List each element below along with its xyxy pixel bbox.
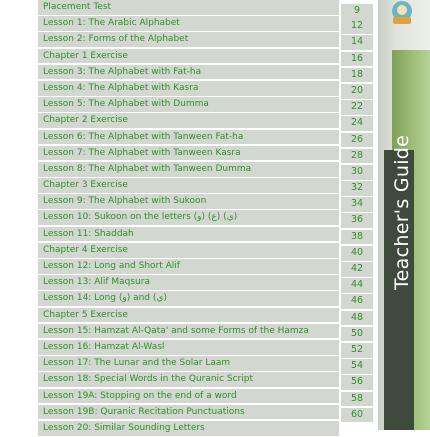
toc-entry-title: Lesson 19A: Stopping on the end of a word — [38, 389, 339, 404]
toc-page-number: 46 — [341, 294, 373, 309]
toc-row — [38, 405, 372, 421]
toc-entry-title: Lesson 4: The Alphabet with Kasra — [38, 81, 339, 96]
toc-row — [38, 421, 372, 437]
toc-entry-title: Chapter 2 Exercise — [38, 113, 339, 128]
toc-row — [38, 210, 372, 226]
toc-page-number: 20 — [341, 84, 373, 99]
toc-row — [38, 32, 372, 48]
toc-entry-title: Chapter 3 Exercise — [38, 178, 339, 193]
toc-entry-title: Lesson 6: The Alphabet with Tanween Fat-ha — [38, 130, 339, 145]
toc-entry-title: Lesson 17: The Lunar and the Solar Laam — [38, 356, 339, 371]
toc-row — [38, 340, 372, 356]
publisher-logo-icon — [389, 0, 415, 26]
toc-entry-title: Lesson 18: Special Words in the Quranic Script — [38, 372, 339, 387]
toc-entry-title: Lesson 19B: Quranic Recitation Punctuations — [38, 405, 339, 420]
toc-row — [38, 389, 372, 405]
toc-row — [38, 194, 372, 210]
toc-entry-title: Lesson 14: Long (و) and (ي) — [38, 291, 339, 306]
toc-page-number: 52 — [341, 343, 373, 358]
toc-row — [38, 243, 372, 259]
toc-page-number: 54 — [341, 359, 373, 374]
table-of-contents — [38, 0, 372, 437]
toc-row — [38, 291, 372, 307]
toc-row — [38, 372, 372, 388]
toc-row — [38, 227, 372, 243]
toc-entry-title: Lesson 8: The Alphabet with Tanween Dumma — [38, 162, 339, 177]
toc-page-number: 26 — [341, 133, 373, 148]
toc-page-number: 16 — [341, 52, 373, 67]
toc-page-number: 60 — [341, 408, 373, 423]
guide-title: Teacher's Guide — [391, 134, 413, 290]
toc-row — [38, 146, 372, 162]
toc-page-number: 48 — [341, 311, 373, 326]
toc-entry-title: Lesson 2: Forms of the Alphabet — [38, 32, 339, 47]
toc-entry-title: Lesson 3: The Alphabet with Fat-ha — [38, 65, 339, 80]
toc-row — [38, 97, 372, 113]
toc-entry-title: Lesson 5: The Alphabet with Dumma — [38, 97, 339, 112]
toc-page-number: 34 — [341, 197, 373, 212]
toc-row — [38, 130, 372, 146]
toc-page-number: 22 — [341, 100, 373, 115]
toc-entry-title: Chapter 1 Exercise — [38, 49, 339, 64]
toc-page-number: 56 — [341, 375, 373, 390]
toc-page-number: 24 — [341, 116, 373, 131]
toc-row — [38, 178, 372, 194]
toc-page-number: 32 — [341, 181, 373, 196]
toc-row — [38, 356, 372, 372]
toc-row — [38, 259, 372, 275]
toc-page-number: 42 — [341, 262, 373, 277]
toc-entry-title: Lesson 12: Long and Short Alif — [38, 259, 339, 274]
toc-entry-title: Lesson 15: Hamzat Al-Qata' and some Forms of the Hamza — [38, 324, 339, 339]
toc-page-number: 9 — [341, 4, 373, 19]
toc-row — [38, 65, 372, 81]
toc-page-number: 50 — [341, 327, 373, 342]
toc-row — [38, 16, 372, 32]
toc-entry-title: Lesson 9: The Alphabet with Sukoon — [38, 194, 339, 209]
toc-page-number: 44 — [341, 278, 373, 293]
toc-page-number: 12 — [341, 19, 373, 34]
toc-page-number: 18 — [341, 68, 373, 83]
toc-entry-title: Lesson 13: Alif Maqsura — [38, 275, 339, 290]
toc-page-number: 28 — [341, 149, 373, 164]
toc-entry-title: Lesson 7: The Alphabet with Tanween Kasra — [38, 146, 339, 161]
toc-entry-title: Chapter 4 Exercise — [38, 243, 339, 258]
toc-row — [38, 324, 372, 340]
toc-page-number: 14 — [341, 35, 373, 50]
toc-page-number: 30 — [341, 165, 373, 180]
toc-page-number: 40 — [341, 246, 373, 261]
toc-page-number: 58 — [341, 392, 373, 407]
toc-entry-title: Lesson 16: Hamzat Al-Wasl — [38, 340, 339, 355]
toc-entry-title: Lesson 11: Shaddah — [38, 227, 339, 242]
toc-entry-title: Placement Test — [38, 0, 339, 15]
toc-row — [38, 275, 372, 291]
toc-row — [38, 81, 372, 97]
toc-page-number: 36 — [341, 213, 373, 228]
toc-entry-title: Chapter 5 Exercise — [38, 308, 339, 323]
toc-row — [38, 49, 372, 65]
toc-page-number: 38 — [341, 230, 373, 245]
toc-entry-title: Lesson 1: The Arabic Alphabet — [38, 16, 339, 31]
toc-row — [38, 0, 372, 16]
toc-entry-title: Lesson 10: Sukoon on the letters (و) (ع) (ي) — [38, 210, 339, 225]
toc-row — [38, 113, 372, 129]
toc-row — [38, 162, 372, 178]
toc-row — [38, 308, 372, 324]
toc-entry-title: Lesson 20: Similar Sounding Letters — [38, 421, 339, 436]
